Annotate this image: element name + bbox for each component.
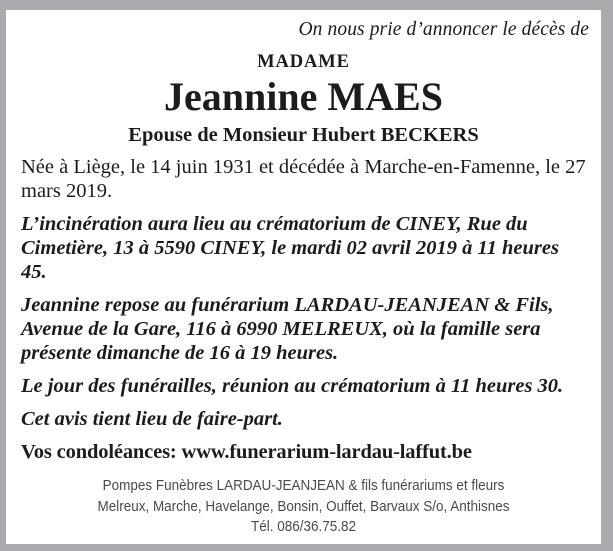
spouse-line: Epouse de Monsieur Hubert BECKERS	[128, 123, 479, 146]
birth-death-paragraph: Née à Liège, le 14 juin 1931 et décédée à Marche-en-Famenne, le 27 mars 2019.	[21, 156, 586, 203]
funerarium-paragraph: Jeannine repose au funérarium LARDAU-JEANJEAN & Fils, Avenue de la Gare, 116 à 6990 MELREUX, où la famille sera présente dimanche de 16 à 19 heures.	[21, 294, 554, 365]
intro-line: On nous prie d’annoncer le décès de	[298, 19, 589, 40]
cremation-paragraph: L’incinération aura lieu au crématorium de CINEY, Rue du Cimetière, 13 à 5590 CINEY, le mardi 02 avril 2019 à 11 heures 45.	[21, 213, 559, 284]
footer-company-name: Pompes Funèbres LARDAU-JEANJEAN & fils funérariums et fleurs	[102, 478, 505, 495]
death-notice-card	[6, 10, 601, 544]
deceased-name: Jeannine MAES	[164, 73, 443, 119]
footer-locations: Melreux, Marche, Havelange, Bonsin, Ouffet, Barvaux S/o, Anthisnes	[97, 498, 510, 515]
footer-phone: Tél. 086/36.75.82	[251, 519, 356, 536]
reunion-paragraph: Le jour des funérailles, réunion au crématorium à 11 heures 30.	[21, 375, 564, 398]
funeral-home-footer	[27, 476, 580, 538]
faire-part-paragraph: Cet avis tient lieu de faire-part.	[21, 408, 283, 431]
condolences-line[interactable]: Vos condoléances: www.funerarium-lardau-laffut.be	[21, 441, 472, 464]
honorific-label: MADAME	[257, 52, 350, 73]
